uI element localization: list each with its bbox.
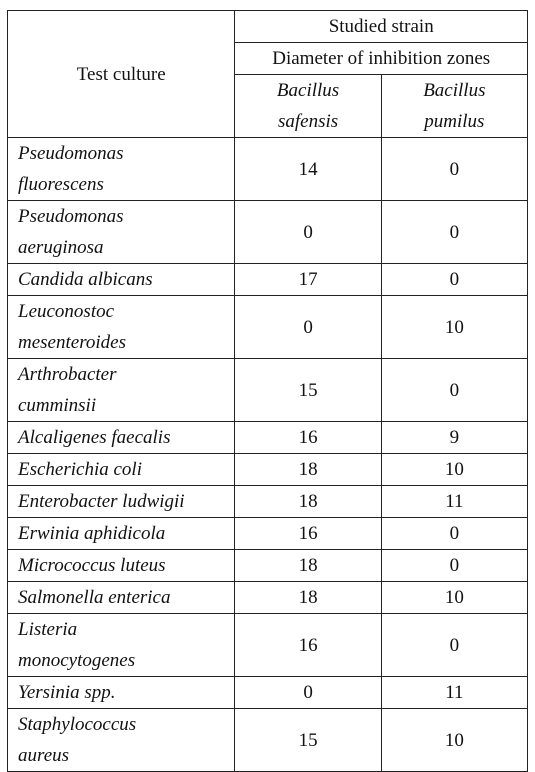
table-row bbox=[8, 709, 528, 772]
culture-name bbox=[8, 359, 235, 422]
pumilus-value: 0 bbox=[381, 138, 527, 201]
inhibition-zones-table bbox=[7, 10, 528, 772]
pumilus-value: 10 bbox=[381, 454, 527, 486]
culture-name: Escherichia coli bbox=[8, 454, 235, 486]
culture-name bbox=[8, 614, 235, 677]
safensis-value: 18 bbox=[235, 486, 381, 518]
table-row bbox=[8, 550, 528, 582]
header-bacillus-pumilus bbox=[381, 75, 527, 138]
table-row bbox=[8, 422, 528, 454]
culture-name-line1: Leuconostoc bbox=[18, 301, 115, 322]
table-row bbox=[8, 264, 528, 296]
culture-name-line2: mesenteroides bbox=[18, 332, 126, 353]
safensis-value: 0 bbox=[235, 296, 381, 359]
table-row bbox=[8, 677, 528, 709]
pumilus-value: 0 bbox=[381, 359, 527, 422]
safensis-value: 18 bbox=[235, 582, 381, 614]
safensis-value: 14 bbox=[235, 138, 381, 201]
culture-name: Alcaligenes faecalis bbox=[8, 422, 235, 454]
safensis-value: 18 bbox=[235, 454, 381, 486]
pumilus-value: 0 bbox=[381, 614, 527, 677]
culture-name: Candida albicans bbox=[8, 264, 235, 296]
pumilus-value: 11 bbox=[381, 486, 527, 518]
header-strain1-line2: safensis bbox=[277, 111, 339, 132]
pumilus-value: 10 bbox=[381, 582, 527, 614]
culture-name-line1: Listeria bbox=[18, 619, 78, 640]
culture-name-line1: Arthrobacter bbox=[18, 364, 117, 385]
culture-name-line2: monocytogenes bbox=[18, 650, 136, 671]
culture-name-line2: cumminsii bbox=[18, 395, 97, 416]
table-row bbox=[8, 138, 528, 201]
pumilus-value: 11 bbox=[381, 677, 527, 709]
table-row bbox=[8, 486, 528, 518]
culture-name-line2: fluorescens bbox=[18, 174, 104, 195]
culture-name bbox=[8, 296, 235, 359]
safensis-value: 18 bbox=[235, 550, 381, 582]
culture-name bbox=[8, 138, 235, 201]
pumilus-value: 0 bbox=[381, 201, 527, 264]
table-row bbox=[8, 296, 528, 359]
table-row bbox=[8, 614, 528, 677]
safensis-value: 0 bbox=[235, 201, 381, 264]
safensis-value: 17 bbox=[235, 264, 381, 296]
header-studied-strain: Studied strain bbox=[235, 11, 528, 43]
header-diameter: Diameter of inhibition zones bbox=[235, 43, 528, 75]
safensis-value: 16 bbox=[235, 518, 381, 550]
safensis-value: 16 bbox=[235, 614, 381, 677]
culture-name bbox=[8, 709, 235, 772]
culture-name: Yersinia spp. bbox=[8, 677, 235, 709]
header-strain2-line1: Bacillus bbox=[423, 80, 486, 101]
safensis-value: 15 bbox=[235, 359, 381, 422]
culture-name-line2: aeruginosa bbox=[18, 237, 104, 258]
pumilus-value: 0 bbox=[381, 518, 527, 550]
culture-name bbox=[8, 201, 235, 264]
culture-name-line1: Pseudomonas bbox=[18, 143, 124, 164]
table-row bbox=[8, 518, 528, 550]
table-row bbox=[8, 582, 528, 614]
table-row bbox=[8, 359, 528, 422]
culture-name-line1: Pseudomonas bbox=[18, 206, 124, 227]
table-body bbox=[8, 138, 528, 772]
culture-name-line2: aureus bbox=[18, 745, 70, 766]
table-row bbox=[8, 201, 528, 264]
header-test-culture: Test culture bbox=[8, 11, 235, 138]
table-row bbox=[8, 454, 528, 486]
pumilus-value: 10 bbox=[381, 709, 527, 772]
culture-name: Salmonella enterica bbox=[8, 582, 235, 614]
header-strain2-line2: pumilus bbox=[424, 111, 485, 132]
header-bacillus-safensis bbox=[235, 75, 381, 138]
pumilus-value: 0 bbox=[381, 264, 527, 296]
safensis-value: 0 bbox=[235, 677, 381, 709]
pumilus-value: 10 bbox=[381, 296, 527, 359]
safensis-value: 16 bbox=[235, 422, 381, 454]
table-container bbox=[7, 10, 528, 772]
safensis-value: 15 bbox=[235, 709, 381, 772]
table-header bbox=[8, 11, 528, 138]
pumilus-value: 9 bbox=[381, 422, 527, 454]
culture-name-line1: Staphylococcus bbox=[18, 714, 137, 735]
pumilus-value: 0 bbox=[381, 550, 527, 582]
culture-name: Micrococcus luteus bbox=[8, 550, 235, 582]
culture-name: Enterobacter ludwigii bbox=[8, 486, 235, 518]
header-strain1-line1: Bacillus bbox=[276, 80, 340, 101]
culture-name: Erwinia aphidicola bbox=[8, 518, 235, 550]
